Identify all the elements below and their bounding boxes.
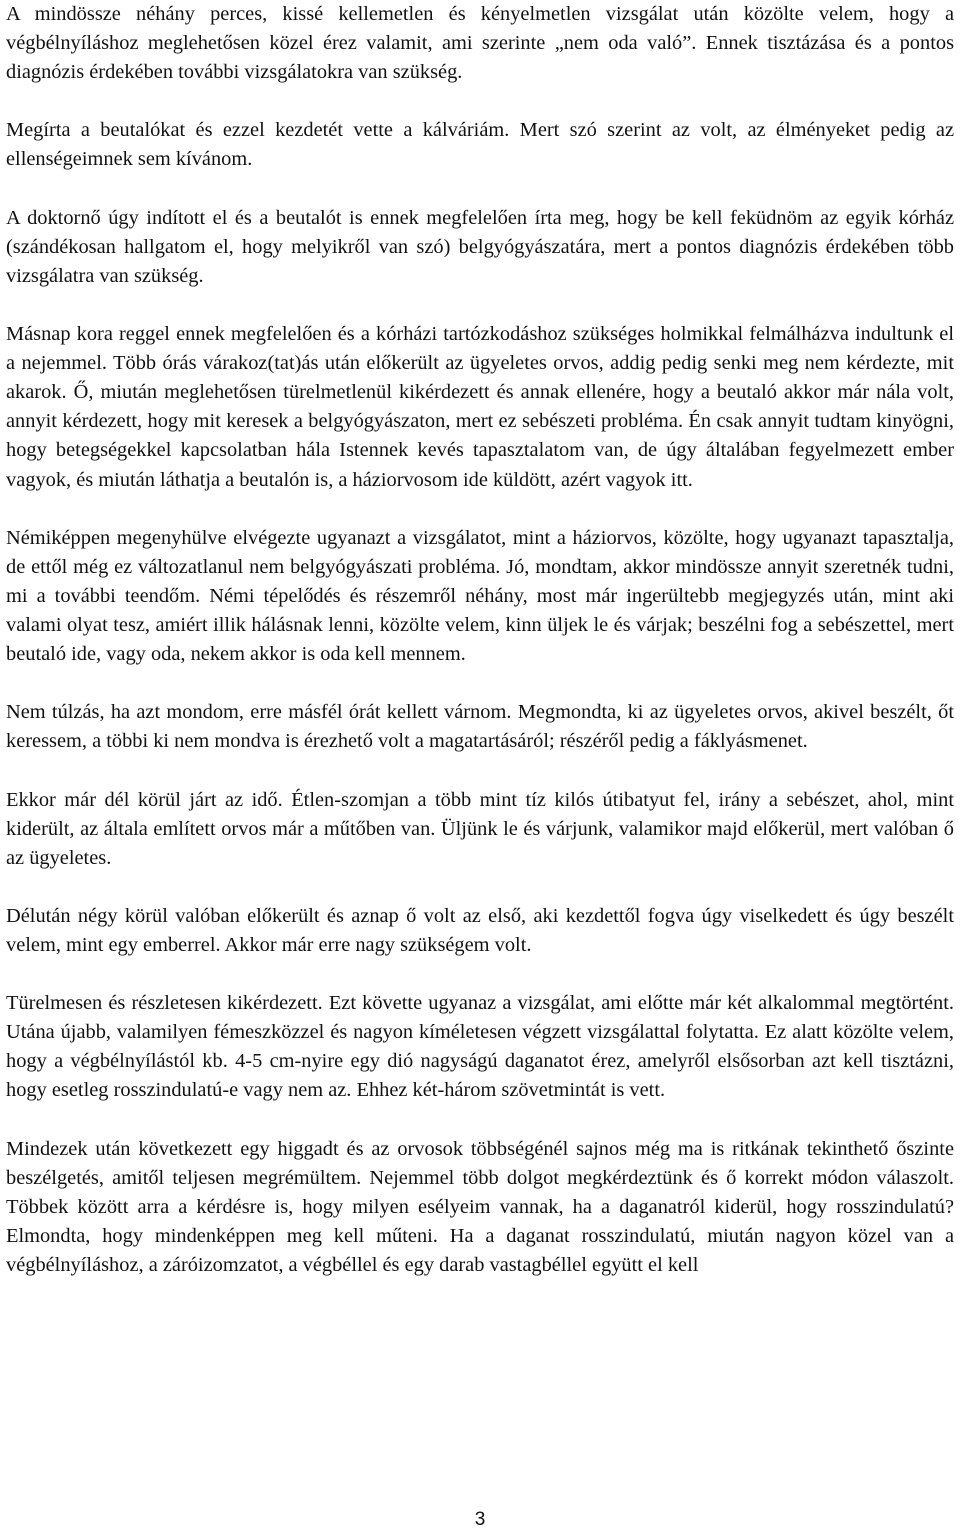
paragraph-6: Nem túlzás, ha azt mondom, erre másfél órát kellett várnom. Megmondta, ki az ügyeletes orvos, akivel beszélt, őt keressem, a többi ki nem mondva is érezhető volt a magatartásáról; részéről pedig a fáklyásmenet.: [6, 701, 954, 753]
document-body: [6, 0, 954, 1309]
paragraph-8: Délután négy körül valóban előkerült és aznap ő volt az első, aki kezdettől fogva úgy viselkedett és úgy beszélt velem, mint egy emberrel. Akkor már erre nagy szükségem volt.: [6, 904, 954, 956]
paragraph-4: Másnap kora reggel ennek megfelelően és a kórházi tartózkodáshoz szükséges holmikkal felmálházva indultunk el a nejemmel. Több órás várakoz(tat)ás után előkerült az ügyeletes orvos, addig pedig senki meg nem kérdezte, mit akarok. Ő, miután meglehetősen türelmetlenül kikérdezett és annak ellenére, hogy a beutaló akkor már nála volt, annyit kérdezett, hogy mit keresek a belgyógyászaton, mert ez sebészeti probléma. Én csak annyit tudtam kinyögni, hogy betegségekkel kapcsolatban hála Istennek kevés tapasztalatom van, de úgy általában fegyelmezett ember vagyok, és miután láthatja a beutalón is, a háziorvosom ide küldött, azért vagyok itt.: [6, 323, 954, 491]
paragraph-7: Ekkor már dél körül járt az idő. Étlen-szomjan a több mint tíz kilós útibatyut fel, irány a sebészet, ahol, mint kiderült, az általa említett orvos már a műtőben van. Üljünk le és várjunk, valamikor majd előkerül, mert valóban ő az ügyeletes.: [6, 788, 954, 869]
paragraph-5: Némiképpen megenyhülve elvégezte ugyanazt a vizsgálatot, mint a háziorvos, közölte, hogy ugyanazt tapasztalja, de ettől még ez változatlanul nem belgyógyászati probléma. Jó, mondtam, akkor mindössze annyit szeretnék tudni, mi a további teendőm. Némi tépelődés és részemről néhány, most már ingerültebb megjegyzés után, mint aki valami olyat tesz, amiért illik hálásnak lenni, közölte velem, kinn üljek le és várjak; beszélni fog a sebészettel, mert beutaló ide, vagy oda, nekem akkor is oda kell mennem.: [6, 526, 954, 666]
paragraph-9: Türelmesen és részletesen kikérdezett. Ezt követte ugyanaz a vizsgálat, ami előtte már két alkalommal megtörtént. Utána újabb, valamilyen fémeszközzel és nagyon kíméletesen végzett vizsgálattal folytatta. Ez alatt közölte velem, hogy a végbélnyílástól kb. 4-5 cm-nyire egy dió nagyságú daganatot érez, amelyről elsősorban azt kell tisztázni, hogy esetleg rosszindulatú-e vagy nem az. Ehhez két-három szövetmintát is vett.: [6, 992, 954, 1102]
paragraph-10: Mindezek után következett egy higgadt és az orvosok többségénél sajnos még ma is ritkának tekinthető őszinte beszélgetés, amitől teljesen megrémültem. Nejemmel több dolgot megkérdeztünk és ő korrekt módon válaszolt. Többek között arra a kérdésre is, hogy milyen esélyeim vannak, ha a daganatról kiderül, hogy rosszindulatú? Elmondta, hogy mindenképpen meg kell műteni. Ha a daganat rosszindulatú, miután nagyon közel van a végbélnyíláshoz, a záróizomzatot, a végbéllel és egy darab vastagbéllel együtt el kell: [6, 1137, 954, 1277]
paragraph-2: Megírta a beutalókat és ezzel kezdetét vette a kálváriám. Mert szó szerint az volt, az élményeket pedig az ellenségeimnek sem kívánom.: [6, 119, 954, 171]
paragraph-3: A doktornő úgy indított el és a beutalót is ennek megfelelően írta meg, hogy be kell feküdnöm az egyik kórház (szándékosan hallgatom el, hogy melyikről van szó) belgyógyászatára, mert a pontos diagnózis érdekében több vizsgálatra van szükség.: [6, 206, 954, 287]
page-number: 3: [474, 1509, 486, 1530]
paragraph-1: A mindössze néhány perces, kissé kellemetlen és kényelmetlen vizsgálat után közölte velem, hogy a végbélnyíláshoz meglehetősen közel érez valamit, ami szerinte „nem oda való”. Ennek tisztázása és a pontos diagnózis érdekében további vizsgálatokra van szükség.: [6, 3, 954, 84]
